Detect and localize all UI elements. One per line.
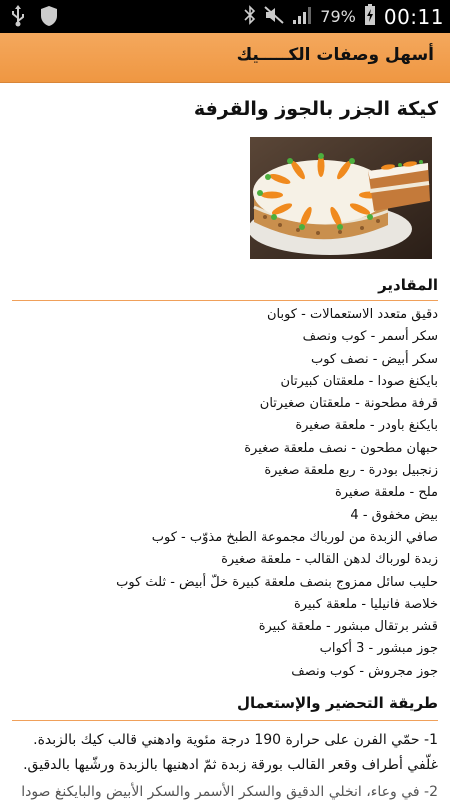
ingredient-item: قرفة مطحونة - ملعقتان صغيرتان bbox=[259, 396, 438, 412]
ingredient-item: صافي الزبدة من لورباك مجموعة الطبخ مذوّب - كوب bbox=[151, 529, 438, 545]
ingredients-list bbox=[12, 304, 438, 683]
app-title: أسهل وصفات الكـــــيك bbox=[236, 45, 434, 65]
usb-icon bbox=[10, 5, 26, 31]
battery-charging-icon bbox=[364, 4, 376, 30]
app-bar bbox=[0, 33, 450, 83]
ingredients-heading: المقادير bbox=[378, 276, 438, 294]
ingredient-item: سكر أسمر - كوب ونصف bbox=[302, 329, 438, 345]
clock: 00:11 bbox=[383, 4, 444, 29]
ingredient-item: جوز مجروش - كوب ونصف bbox=[291, 663, 438, 679]
ingredient-item: بيض مخفوق - 4 bbox=[350, 507, 438, 523]
method-steps bbox=[8, 728, 438, 800]
ingredient-item: ملح - ملعقة صغيرة bbox=[334, 485, 438, 501]
ingredient-item: بايكنغ صودا - ملعقتان كبيرتان bbox=[280, 373, 438, 389]
ingredient-item: خلاصة فانيليا - ملعقة كبيرة bbox=[293, 596, 438, 612]
mute-icon bbox=[264, 5, 284, 29]
battery-percent: 79% bbox=[320, 7, 356, 26]
ingredient-item: زبدة لورباك لدهن القالب - ملعقة صغيرة bbox=[221, 552, 438, 568]
signal-icon bbox=[292, 5, 312, 29]
carrot-cake-photo bbox=[250, 137, 432, 259]
recipe-title: كيكة الجزر بالجوز والقرفة bbox=[193, 98, 438, 120]
status-bar-system bbox=[244, 3, 444, 30]
recipe-content[interactable] bbox=[0, 84, 450, 800]
ingredient-item: بايكنغ باودر - ملعقة صغيرة bbox=[295, 418, 438, 434]
ingredients-divider bbox=[12, 300, 438, 301]
ingredient-item: سكر أبيض - نصف كوب bbox=[310, 351, 438, 367]
ingredient-item: حبهان مطحون - نصف ملعقة صغيرة bbox=[244, 440, 438, 456]
ingredient-item: دقيق متعدد الاستعمالات - كوبان bbox=[266, 307, 438, 322]
bluetooth-icon bbox=[244, 5, 256, 29]
method-divider bbox=[12, 720, 438, 721]
ingredient-item: قشر برتقال مبشور - ملعقة كبيرة bbox=[258, 619, 438, 635]
method-heading: طريقة التحضير والإستعمال bbox=[236, 694, 438, 712]
status-bar bbox=[0, 0, 450, 33]
ingredient-item: زنجبيل بودرة - ربع ملعقة صغيرة bbox=[264, 463, 438, 479]
status-bar-notifications bbox=[10, 5, 58, 31]
method-step: 1- حمّي الفرن على حرارة 190 درجة مئوية وادهني قالب كيك بالزبدة. غلّفي أطراف وقعر القالب بورقة زبدة ثمّ ادهنيها بالزبدة ورشّيها بالدقيق. bbox=[23, 732, 438, 773]
ingredient-item: حليب سائل ممزوج بنصف ملعقة كبيرة خلّ أبيض - ثلث كوب bbox=[116, 574, 438, 590]
shield-icon bbox=[40, 5, 58, 31]
method-step: 2- في وعاء، انخلي الدقيق والسكر الأسمر والسكر الأبيض والبايكنغ صودا bbox=[21, 784, 438, 800]
ingredient-item: جوز مبشور - 3 أكواب bbox=[319, 641, 438, 657]
